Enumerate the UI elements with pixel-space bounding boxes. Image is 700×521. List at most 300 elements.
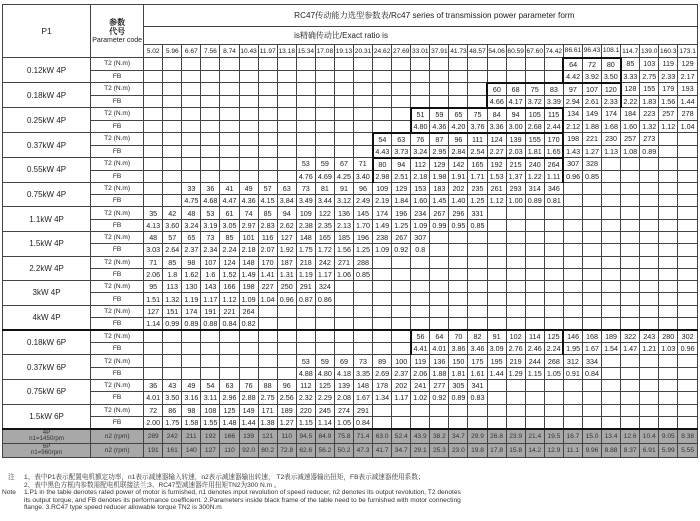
fb-value	[411, 95, 430, 108]
torque-value	[220, 83, 239, 96]
fb-value: 2.69	[373, 367, 392, 379]
fb-value: 2.44	[544, 120, 563, 133]
fb-value	[373, 120, 392, 133]
fb-value: 2.75	[258, 392, 277, 404]
fb-value	[659, 367, 678, 379]
fb-value	[201, 95, 220, 108]
torque-value	[277, 305, 296, 317]
torque-value: 114	[525, 330, 544, 343]
torque-value: 261	[487, 182, 506, 194]
torque-value: 125	[220, 404, 239, 416]
torque-value: 107	[201, 256, 220, 268]
output-speed-value: 23.9	[506, 429, 525, 444]
fb-value	[258, 318, 277, 331]
fb-value	[182, 170, 201, 182]
torque-value	[582, 404, 601, 416]
torque-value: 109	[373, 182, 392, 194]
fb-value	[334, 120, 353, 133]
fb-value	[201, 70, 220, 83]
torque-value: 59	[315, 355, 334, 367]
torque-value	[563, 207, 582, 219]
fb-value	[144, 195, 163, 207]
torque-value: 218	[296, 256, 315, 268]
fb-value: 0.83	[468, 392, 487, 404]
fb-value	[678, 293, 698, 305]
fb-value	[678, 392, 698, 404]
output-speed-value: 47.3	[354, 443, 373, 457]
torque-value: 53	[296, 158, 315, 171]
speed-row-label	[3, 443, 91, 457]
torque-value	[334, 58, 353, 71]
fb-value	[258, 343, 277, 355]
fb-value	[659, 170, 678, 182]
torque-value	[163, 133, 182, 146]
fb-value: 0.84	[220, 318, 239, 331]
fb-value	[602, 416, 621, 429]
torque-value: 73	[201, 231, 220, 243]
fb-value: 2.37	[392, 367, 411, 379]
fb-label: FB	[91, 170, 144, 182]
torque-value: 76	[239, 379, 258, 391]
fb-value: 1.48	[220, 416, 239, 429]
fb-value: 1.40	[449, 195, 468, 207]
fb-value	[201, 367, 220, 379]
torque-value: 243	[640, 330, 659, 343]
fb-value: 1.12	[659, 120, 678, 133]
fb-value: 4.17	[506, 95, 525, 108]
fb-value: 4.25	[334, 170, 353, 182]
fb-value	[392, 120, 411, 133]
fb-value: 1.92	[277, 244, 296, 256]
fb-value	[334, 293, 353, 305]
torque-value: 221	[220, 305, 239, 317]
fb-value: 3.40	[354, 170, 373, 182]
torque-value: 49	[182, 379, 201, 391]
torque-value	[525, 305, 544, 317]
torque-value	[544, 58, 563, 71]
fb-value: 1.38	[258, 416, 277, 429]
fb-value: 3.72	[525, 95, 544, 108]
fb-value	[239, 70, 258, 83]
fb-value	[144, 120, 163, 133]
torque-value: 75	[468, 108, 487, 121]
fb-value	[392, 293, 411, 305]
fb-value: 4.20	[449, 120, 468, 133]
torque-value: 221	[582, 133, 601, 146]
output-speed-value: 15.8	[506, 443, 525, 457]
fb-value	[678, 244, 698, 256]
ratio-header-cell: 13.18	[277, 45, 296, 58]
fb-value: 1.55	[201, 416, 220, 429]
fb-value	[239, 367, 258, 379]
table-row	[3, 120, 698, 133]
torque-value: 271	[334, 256, 353, 268]
fb-value	[506, 244, 525, 256]
torque-value	[678, 207, 698, 219]
fb-value	[487, 392, 506, 404]
torque-value	[640, 305, 659, 317]
torque-value: 96	[449, 133, 468, 146]
table-row	[3, 133, 698, 146]
table-row	[3, 170, 698, 182]
torque-value	[163, 108, 182, 121]
fb-label: FB	[91, 195, 144, 207]
torque-label: T2 (N.m)	[91, 108, 144, 121]
torque-value	[621, 379, 640, 391]
torque-value: 202	[392, 379, 411, 391]
fb-value: 2.03	[506, 145, 525, 158]
torque-value	[621, 256, 640, 268]
torque-value	[582, 305, 601, 317]
fb-value	[525, 318, 544, 331]
fb-value	[144, 70, 163, 83]
output-speed-value: 50.2	[334, 443, 353, 457]
torque-value	[563, 379, 582, 391]
fb-value	[277, 170, 296, 182]
fb-value: 3.76	[468, 120, 487, 133]
output-speed-value: 9.96	[582, 443, 601, 457]
fb-value	[258, 95, 277, 108]
torque-value: 96	[277, 379, 296, 391]
torque-value	[239, 355, 258, 367]
note-key-en: Note	[2, 489, 16, 497]
fb-label: FB	[91, 244, 144, 256]
output-speed-value: 38.2	[430, 429, 449, 444]
parameter-table	[2, 4, 698, 458]
fb-value	[354, 145, 373, 158]
torque-value	[563, 404, 582, 416]
torque-value	[163, 158, 182, 171]
torque-value	[334, 83, 353, 96]
fb-value	[449, 416, 468, 429]
fb-value: 1.47	[621, 343, 640, 355]
torque-value	[144, 133, 163, 146]
fb-value	[334, 318, 353, 331]
fb-value	[220, 170, 239, 182]
fb-value: 2.24	[220, 244, 239, 256]
torque-value	[468, 83, 487, 96]
fb-value: 2.32	[296, 392, 315, 404]
torque-value: 57	[163, 231, 182, 243]
torque-value: 103	[640, 58, 659, 71]
fb-value	[582, 293, 601, 305]
torque-value: 73	[354, 355, 373, 367]
fb-value: 1.88	[430, 367, 449, 379]
fb-value: 0.88	[201, 318, 220, 331]
fb-value	[544, 293, 563, 305]
fb-value: 2.06	[411, 367, 430, 379]
torque-value: 264	[544, 158, 563, 171]
fb-value	[487, 318, 506, 331]
fb-value: 2.96	[220, 392, 239, 404]
fb-value	[525, 219, 544, 231]
fb-value	[201, 343, 220, 355]
ratio-header-cell: 37.91	[430, 45, 449, 58]
output-speed-value: 110	[220, 443, 239, 457]
torque-value: 245	[315, 404, 334, 416]
output-speed-value: 94.5	[296, 429, 315, 444]
fb-value: 3.03	[144, 244, 163, 256]
torque-value	[602, 305, 621, 317]
ratio-header-cell: 114.7	[621, 45, 640, 58]
torque-value: 63	[220, 379, 239, 391]
torque-value: 100	[392, 355, 411, 367]
fb-value: 1.27	[277, 416, 296, 429]
fb-value	[201, 170, 220, 182]
torque-value	[354, 83, 373, 96]
fb-value	[239, 170, 258, 182]
fb-value	[373, 318, 392, 331]
fb-value: 3.86	[449, 343, 468, 355]
fb-value: 0.84	[582, 367, 601, 379]
torque-value	[334, 281, 353, 293]
torque-value	[315, 58, 334, 71]
torque-value: 125	[544, 330, 563, 343]
ratio-header-cell: 11.97	[258, 45, 277, 58]
output-speed-value: 62.6	[296, 443, 315, 457]
torque-value: 155	[640, 83, 659, 96]
fb-value	[602, 170, 621, 182]
fb-value	[144, 367, 163, 379]
output-speed-value: 29.9	[468, 429, 487, 444]
torque-value: 81	[315, 182, 334, 194]
torque-label: T2 (N.m)	[91, 404, 144, 416]
torque-value: 136	[430, 355, 449, 367]
torque-value	[296, 330, 315, 343]
output-speed-value: 41.7	[373, 443, 392, 457]
fb-value	[144, 343, 163, 355]
torque-value: 88	[258, 379, 277, 391]
fb-value	[659, 293, 678, 305]
motor-power-cell: 1.5kW 4P	[3, 231, 91, 256]
fb-value	[411, 318, 430, 331]
fb-value: 1.6	[201, 268, 220, 280]
fb-value	[430, 293, 449, 305]
ratio-header-cell: 54.06	[487, 45, 506, 58]
table-row	[3, 330, 698, 343]
notes-section	[2, 474, 698, 512]
fb-value	[563, 318, 582, 331]
fb-value: 2.12	[563, 120, 582, 133]
fb-value	[640, 268, 659, 280]
output-speed-value: 25.3	[430, 443, 449, 457]
torque-value: 187	[277, 256, 296, 268]
fb-value: 3.33	[621, 70, 640, 83]
fb-value	[258, 170, 277, 182]
torque-value: 124	[220, 256, 239, 268]
torque-value: 136	[334, 207, 353, 219]
fb-value	[678, 170, 698, 182]
torque-value: 97	[563, 83, 582, 96]
torque-value	[201, 158, 220, 171]
fb-label: FB	[91, 120, 144, 133]
fb-value: 1.68	[602, 120, 621, 133]
fb-label: FB	[91, 70, 144, 83]
torque-value: 87	[430, 133, 449, 146]
torque-value: 102	[506, 330, 525, 343]
fb-value	[621, 195, 640, 207]
fb-value	[602, 318, 621, 331]
fb-value	[277, 318, 296, 331]
fb-value: 1.91	[449, 170, 468, 182]
torque-value: 189	[602, 330, 621, 343]
torque-value	[354, 108, 373, 121]
motor-power-cell: 3kW 4P	[3, 281, 91, 306]
torque-value	[277, 330, 296, 343]
table-row	[3, 182, 698, 194]
torque-value	[182, 133, 201, 146]
torque-value	[525, 379, 544, 391]
output-speed-value: 127	[201, 443, 220, 457]
torque-value	[678, 305, 698, 317]
fb-value	[659, 145, 678, 158]
fb-value: 1.72	[315, 244, 334, 256]
torque-value	[678, 404, 698, 416]
torque-value: 42	[163, 207, 182, 219]
torque-value: 85	[258, 207, 277, 219]
torque-value: 41	[220, 182, 239, 194]
torque-value	[296, 83, 315, 96]
fb-value: 2.98	[373, 170, 392, 182]
fb-value	[563, 219, 582, 231]
torque-value: 53	[201, 207, 220, 219]
torque-value	[506, 256, 525, 268]
ratio-header-cell: 173.1	[678, 45, 698, 58]
torque-value: 196	[392, 207, 411, 219]
torque-value	[640, 182, 659, 194]
torque-value: 74	[239, 207, 258, 219]
fb-value	[563, 392, 582, 404]
fb-value: 2.51	[392, 170, 411, 182]
torque-value	[659, 207, 678, 219]
ratio-header-cell: 60.59	[506, 45, 525, 58]
torque-value	[182, 330, 201, 343]
ratio-header-cell: 5.96	[163, 45, 182, 58]
fb-value	[563, 416, 582, 429]
fb-value	[315, 343, 334, 355]
torque-label: T2 (N.m)	[91, 83, 144, 96]
torque-value	[201, 133, 220, 146]
fb-value	[220, 95, 239, 108]
torque-value	[144, 158, 163, 171]
torque-value	[373, 404, 392, 416]
ratio-header-cell: 139.0	[640, 45, 659, 58]
torque-value: 198	[239, 281, 258, 293]
torque-value: 61	[220, 207, 239, 219]
fb-value: 3.16	[182, 392, 201, 404]
fb-label: FB	[91, 343, 144, 355]
table-row	[3, 231, 698, 243]
torque-value: 331	[468, 207, 487, 219]
output-speed-value: 14.2	[525, 443, 544, 457]
fb-value	[392, 70, 411, 83]
fb-value: 4.88	[296, 367, 315, 379]
torque-value	[678, 281, 698, 293]
torque-value: 250	[277, 281, 296, 293]
fb-value	[468, 318, 487, 331]
torque-value	[582, 256, 601, 268]
motor-power-cell: 0.25kW 4P	[3, 108, 91, 133]
fb-value	[659, 268, 678, 280]
torque-value: 68	[506, 83, 525, 96]
fb-value: 1.52	[220, 268, 239, 280]
torque-value	[430, 256, 449, 268]
fb-value: 2.38	[296, 219, 315, 231]
torque-label: T2 (N.m)	[91, 305, 144, 317]
fb-value: 3.05	[220, 219, 239, 231]
ratio-header-cell: 20.31	[354, 45, 373, 58]
fb-value: 1.54	[602, 343, 621, 355]
table-row	[3, 58, 698, 71]
fb-value: 3.09	[487, 343, 506, 355]
fb-value: 1.56	[659, 95, 678, 108]
fb-value: 1.19	[296, 268, 315, 280]
ratio-header-cell: 74.42	[544, 45, 563, 58]
torque-value: 71	[354, 158, 373, 171]
fb-value	[258, 120, 277, 133]
fb-value: 2.62	[277, 219, 296, 231]
fb-value: 4.01	[430, 343, 449, 355]
table-row	[3, 318, 698, 331]
speed-row-label	[3, 429, 91, 444]
torque-value	[334, 133, 353, 146]
torque-value	[258, 158, 277, 171]
fb-value	[640, 318, 659, 331]
fb-value: 1.04	[678, 120, 698, 133]
torque-value: 69	[334, 355, 353, 367]
torque-value: 307	[411, 231, 430, 243]
fb-value: 0.87	[296, 293, 315, 305]
torque-value	[392, 256, 411, 268]
torque-label: T2 (N.m)	[91, 355, 144, 367]
fb-value: 4.36	[430, 120, 449, 133]
fb-value	[430, 268, 449, 280]
torque-value	[621, 355, 640, 367]
fb-value	[621, 392, 640, 404]
fb-value	[640, 367, 659, 379]
fb-value	[315, 318, 334, 331]
output-speed-value: 12.9	[544, 443, 563, 457]
output-speed-value: 289	[144, 429, 163, 444]
fb-value	[506, 318, 525, 331]
torque-value	[334, 305, 353, 317]
torque-value: 91	[334, 182, 353, 194]
output-speed-value: 29.1	[411, 443, 430, 457]
torque-value	[468, 256, 487, 268]
torque-value: 64	[563, 58, 582, 71]
fb-value: 4.68	[201, 195, 220, 207]
fb-value	[430, 95, 449, 108]
fb-value: 0.84	[354, 416, 373, 429]
torque-value	[411, 281, 430, 293]
fb-value: 2.22	[621, 95, 640, 108]
torque-value	[354, 281, 373, 293]
torque-value	[468, 231, 487, 243]
fb-value: 1.08	[621, 145, 640, 158]
torque-value	[659, 182, 678, 194]
torque-value	[182, 108, 201, 121]
fb-value: 3.46	[468, 343, 487, 355]
torque-value	[220, 108, 239, 121]
torque-value: 235	[468, 182, 487, 194]
fb-value	[640, 416, 659, 429]
fb-value	[201, 120, 220, 133]
torque-value: 223	[640, 108, 659, 121]
torque-value	[411, 404, 430, 416]
output-speed-value: 75.8	[334, 429, 353, 444]
torque-value	[659, 379, 678, 391]
torque-value	[315, 330, 334, 343]
